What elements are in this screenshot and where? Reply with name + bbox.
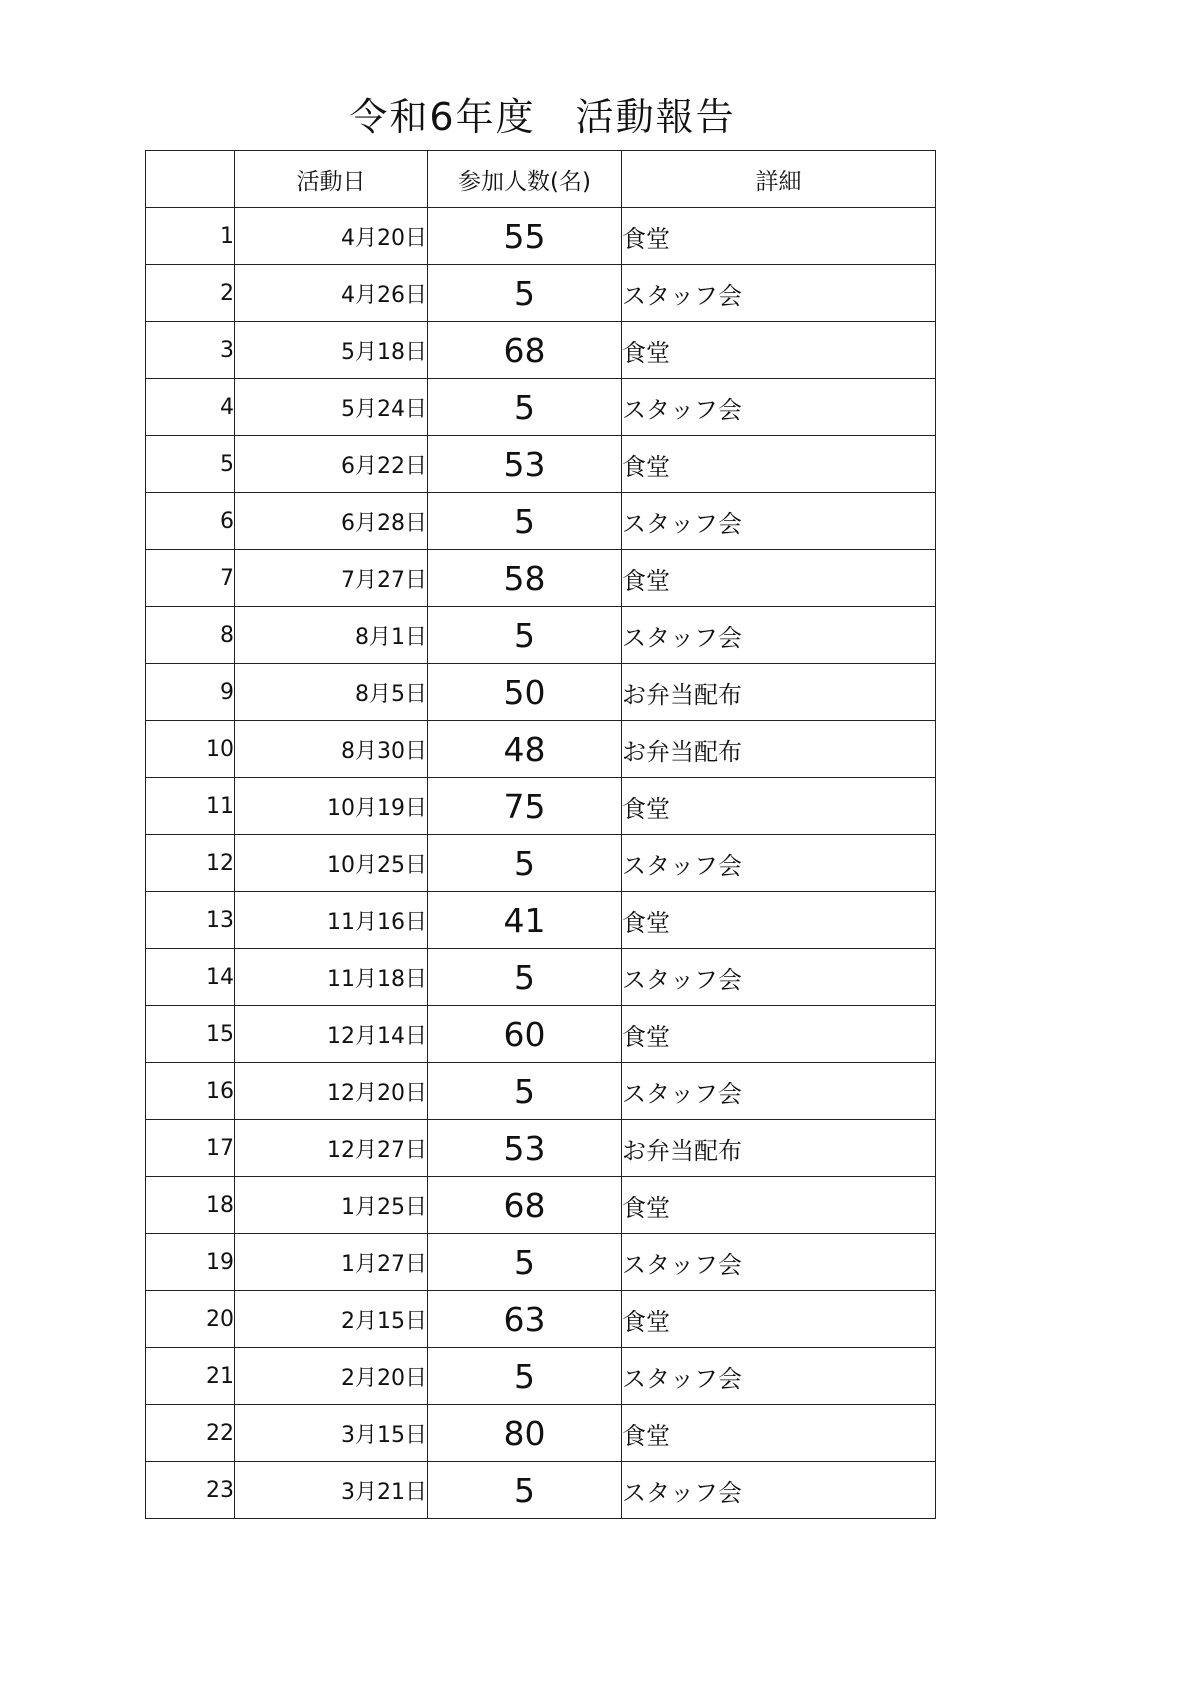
table-row bbox=[146, 835, 936, 892]
detail-cell: 食堂 bbox=[622, 322, 936, 379]
activity-date-cell: 8月5日 bbox=[235, 664, 428, 721]
activity-date-cell: 3月21日 bbox=[235, 1462, 428, 1519]
participant-count-cell: 58 bbox=[428, 550, 622, 607]
table-row bbox=[146, 1462, 936, 1519]
table-row bbox=[146, 892, 936, 949]
detail-cell: スタッフ会 bbox=[622, 379, 936, 436]
participant-count-cell: 5 bbox=[428, 1348, 622, 1405]
detail-cell: スタッフ会 bbox=[622, 949, 936, 1006]
table-row bbox=[146, 1177, 936, 1234]
activity-date-cell: 4月26日 bbox=[235, 265, 428, 322]
participant-count-cell: 53 bbox=[428, 1120, 622, 1177]
participant-count-cell: 53 bbox=[428, 436, 622, 493]
participant-count-cell: 5 bbox=[428, 607, 622, 664]
table-row bbox=[146, 607, 936, 664]
row-number-cell: 3 bbox=[146, 322, 235, 379]
activity-report-table bbox=[145, 150, 936, 1519]
participant-count-cell: 80 bbox=[428, 1405, 622, 1462]
row-number-cell: 4 bbox=[146, 379, 235, 436]
row-number-cell: 20 bbox=[146, 1291, 235, 1348]
table-row bbox=[146, 1348, 936, 1405]
activity-date-cell: 8月1日 bbox=[235, 607, 428, 664]
activity-date-cell: 4月20日 bbox=[235, 208, 428, 265]
participant-count-cell: 5 bbox=[428, 1063, 622, 1120]
table-row bbox=[146, 721, 936, 778]
participant-count-cell: 5 bbox=[428, 1462, 622, 1519]
participant-count-cell: 5 bbox=[428, 949, 622, 1006]
detail-cell: お弁当配布 bbox=[622, 1120, 936, 1177]
row-number-cell: 11 bbox=[146, 778, 235, 835]
activity-date-cell: 7月27日 bbox=[235, 550, 428, 607]
row-number-cell: 17 bbox=[146, 1120, 235, 1177]
table-row bbox=[146, 379, 936, 436]
table-row bbox=[146, 1120, 936, 1177]
participant-count-cell: 41 bbox=[428, 892, 622, 949]
activity-date-cell: 6月22日 bbox=[235, 436, 428, 493]
activity-date-cell: 2月15日 bbox=[235, 1291, 428, 1348]
participant-count-cell: 5 bbox=[428, 835, 622, 892]
activity-date-cell: 1月25日 bbox=[235, 1177, 428, 1234]
row-number-cell: 12 bbox=[146, 835, 235, 892]
activity-date-cell: 12月27日 bbox=[235, 1120, 428, 1177]
header-participant-count: 参加人数(名) bbox=[428, 151, 622, 208]
table-row bbox=[146, 949, 936, 1006]
table-row bbox=[146, 1234, 936, 1291]
table-row bbox=[146, 1063, 936, 1120]
participant-count-cell: 68 bbox=[428, 322, 622, 379]
activity-date-cell: 10月19日 bbox=[235, 778, 428, 835]
detail-cell: スタッフ会 bbox=[622, 1462, 936, 1519]
participant-count-cell: 60 bbox=[428, 1006, 622, 1063]
table-row bbox=[146, 1405, 936, 1462]
participant-count-cell: 5 bbox=[428, 379, 622, 436]
activity-date-cell: 5月24日 bbox=[235, 379, 428, 436]
table-row bbox=[146, 493, 936, 550]
row-number-cell: 9 bbox=[146, 664, 235, 721]
row-number-cell: 14 bbox=[146, 949, 235, 1006]
activity-date-cell: 2月20日 bbox=[235, 1348, 428, 1405]
table-row bbox=[146, 1291, 936, 1348]
participant-count-cell: 55 bbox=[428, 208, 622, 265]
row-number-cell: 1 bbox=[146, 208, 235, 265]
detail-cell: 食堂 bbox=[622, 436, 936, 493]
table-row bbox=[146, 322, 936, 379]
row-number-cell: 19 bbox=[146, 1234, 235, 1291]
activity-date-cell: 11月18日 bbox=[235, 949, 428, 1006]
activity-date-cell: 10月25日 bbox=[235, 835, 428, 892]
row-number-cell: 15 bbox=[146, 1006, 235, 1063]
row-number-cell: 7 bbox=[146, 550, 235, 607]
detail-cell: スタッフ会 bbox=[622, 835, 936, 892]
detail-cell: スタッフ会 bbox=[622, 1063, 936, 1120]
detail-cell: スタッフ会 bbox=[622, 493, 936, 550]
activity-date-cell: 5月18日 bbox=[235, 322, 428, 379]
table-row bbox=[146, 664, 936, 721]
detail-cell: スタッフ会 bbox=[622, 265, 936, 322]
row-number-cell: 21 bbox=[146, 1348, 235, 1405]
activity-date-cell: 12月14日 bbox=[235, 1006, 428, 1063]
row-number-cell: 23 bbox=[146, 1462, 235, 1519]
participant-count-cell: 63 bbox=[428, 1291, 622, 1348]
activity-date-cell: 11月16日 bbox=[235, 892, 428, 949]
table-row bbox=[146, 436, 936, 493]
row-number-cell: 6 bbox=[146, 493, 235, 550]
row-number-cell: 10 bbox=[146, 721, 235, 778]
row-number-cell: 2 bbox=[146, 265, 235, 322]
activity-date-cell: 12月20日 bbox=[235, 1063, 428, 1120]
participant-count-cell: 5 bbox=[428, 493, 622, 550]
participant-count-cell: 5 bbox=[428, 265, 622, 322]
activity-date-cell: 3月15日 bbox=[235, 1405, 428, 1462]
detail-cell: 食堂 bbox=[622, 778, 936, 835]
row-number-cell: 13 bbox=[146, 892, 235, 949]
participant-count-cell: 68 bbox=[428, 1177, 622, 1234]
participant-count-cell: 48 bbox=[428, 721, 622, 778]
table-row bbox=[146, 208, 936, 265]
detail-cell: 食堂 bbox=[622, 1291, 936, 1348]
detail-cell: お弁当配布 bbox=[622, 664, 936, 721]
header-number bbox=[146, 151, 235, 208]
detail-cell: 食堂 bbox=[622, 1177, 936, 1234]
row-number-cell: 18 bbox=[146, 1177, 235, 1234]
table-row bbox=[146, 1006, 936, 1063]
page-title: 令和6年度 活動報告 bbox=[349, 95, 736, 139]
detail-cell: 食堂 bbox=[622, 550, 936, 607]
row-number-cell: 5 bbox=[146, 436, 235, 493]
detail-cell: スタッフ会 bbox=[622, 1234, 936, 1291]
table-row bbox=[146, 778, 936, 835]
header-detail: 詳細 bbox=[622, 151, 936, 208]
detail-cell: スタッフ会 bbox=[622, 1348, 936, 1405]
table-row bbox=[146, 550, 936, 607]
activity-date-cell: 6月28日 bbox=[235, 493, 428, 550]
detail-cell: スタッフ会 bbox=[622, 607, 936, 664]
participant-count-cell: 75 bbox=[428, 778, 622, 835]
row-number-cell: 8 bbox=[146, 607, 235, 664]
table-header-row bbox=[146, 151, 936, 208]
detail-cell: 食堂 bbox=[622, 1405, 936, 1462]
participant-count-cell: 50 bbox=[428, 664, 622, 721]
header-activity-date: 活動日 bbox=[235, 151, 428, 208]
detail-cell: 食堂 bbox=[622, 208, 936, 265]
participant-count-cell: 5 bbox=[428, 1234, 622, 1291]
detail-cell: お弁当配布 bbox=[622, 721, 936, 778]
activity-date-cell: 8月30日 bbox=[235, 721, 428, 778]
detail-cell: 食堂 bbox=[622, 892, 936, 949]
activity-date-cell: 1月27日 bbox=[235, 1234, 428, 1291]
table-body bbox=[146, 208, 936, 1519]
row-number-cell: 16 bbox=[146, 1063, 235, 1120]
row-number-cell: 22 bbox=[146, 1405, 235, 1462]
table-row bbox=[146, 265, 936, 322]
detail-cell: 食堂 bbox=[622, 1006, 936, 1063]
